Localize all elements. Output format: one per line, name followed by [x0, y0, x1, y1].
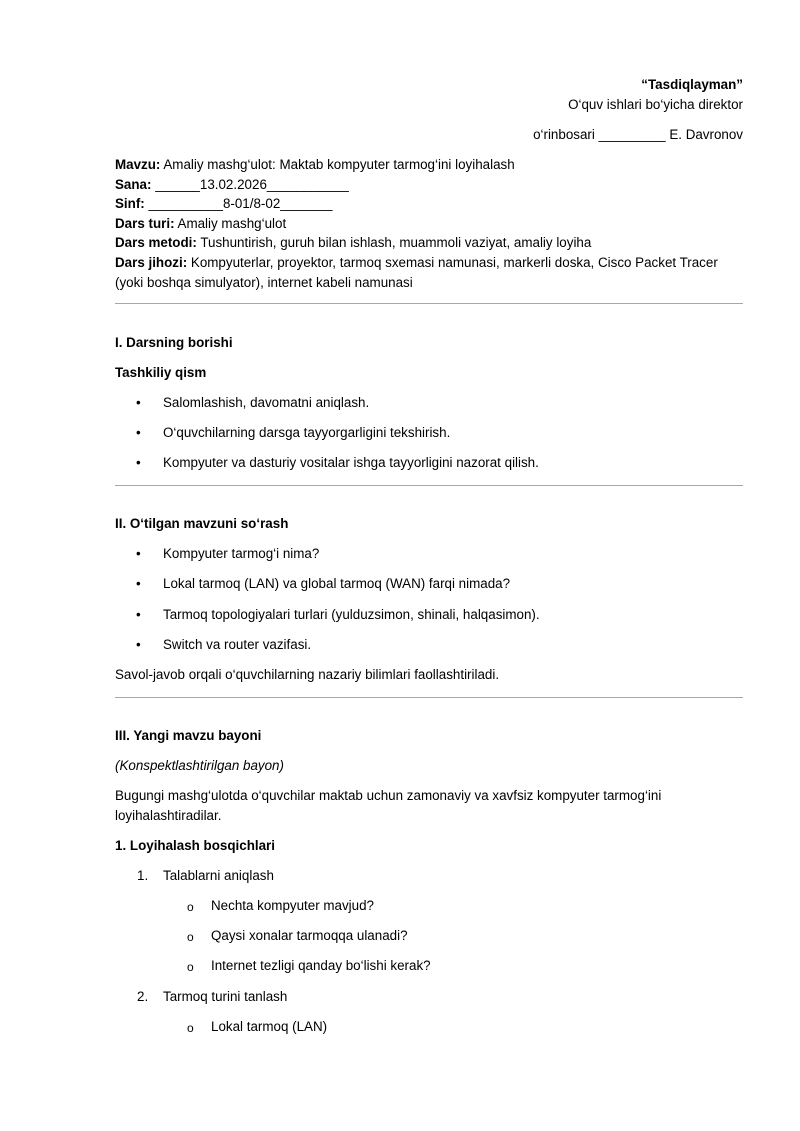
- bullet-icon: •: [136, 455, 141, 470]
- divider: [115, 697, 743, 698]
- sub-item: Qaysi xonalar tarmoqqa ulanadi?: [211, 928, 408, 943]
- sub-item: Internet tezligi qanday bo‘lishi kerak?: [211, 958, 431, 973]
- mavzu-label: Mavzu:: [115, 157, 161, 172]
- list-number: 2.: [137, 989, 149, 1004]
- bullet-icon: •: [136, 395, 141, 410]
- approval-signature: o‘rinbosari _________ E. Davronov: [533, 127, 743, 142]
- section-1-subtitle: Tashkiliy qism: [115, 365, 207, 380]
- section-3-note: (Konspektlashtirilgan bayon): [115, 758, 284, 773]
- divider: [115, 485, 743, 486]
- turi-label: Dars turi:: [115, 216, 175, 231]
- circle-bullet-icon: o: [187, 960, 194, 974]
- meta-sana: [115, 177, 349, 193]
- circle-bullet-icon: o: [187, 930, 194, 944]
- meta-sinf: [115, 196, 332, 212]
- section-1-title: I. Darsning borishi: [115, 335, 233, 350]
- step-item: Tarmoq turini tanlash: [163, 989, 288, 1004]
- bullet-icon: •: [136, 637, 141, 652]
- section-2-title: II. O‘tilgan mavzuni so‘rash: [115, 516, 289, 531]
- metodi-label: Dars metodi:: [115, 235, 197, 250]
- bullet-icon: •: [136, 425, 141, 440]
- meta-dars-jihozi: [115, 253, 745, 292]
- list-item: Switch va router vazifasi.: [163, 637, 312, 652]
- meta-mavzu: [115, 157, 515, 173]
- approval-title: “Tasdiqlayman”: [641, 77, 743, 92]
- list-item: Lokal tarmoq (LAN) va global tarmoq (WAN) farqi nimada?: [163, 576, 511, 591]
- section-3-title: III. Yangi mavzu bayoni: [115, 728, 262, 743]
- sinf-label: Sinf:: [115, 196, 145, 211]
- bullet-icon: •: [136, 546, 141, 561]
- sana-value: ______13.02.2026___________: [151, 177, 349, 192]
- list-item: Kompyuter tarmog‘i nima?: [163, 546, 320, 561]
- meta-dars-metodi: [115, 235, 591, 251]
- sub-item: Nechta kompyuter mavjud?: [211, 898, 374, 913]
- list-item: Tarmoq topologiyalari turlari (yulduzsimon, shinali, halqasimon).: [163, 607, 540, 622]
- turi-value: Amaliy mashg‘ulot: [174, 216, 287, 231]
- list-item: O‘quvchilarning darsga tayyorgarligini tekshirish.: [163, 425, 451, 440]
- step-item: Talablarni aniqlash: [163, 868, 274, 883]
- jihozi-label: Dars jihozi:: [115, 255, 188, 270]
- section-3-intro: Bugungi mashg‘ulotda o‘quvchilar maktab uchun zamonaviy va xavfsiz kompyuter tarmog‘ini loyihalashtiradilar.: [115, 788, 662, 823]
- jihozi-value: Kompyuterlar, proyektor, tarmoq sxemasi namunasi, markerli doska, Cisco Packet Tracer (yoki boshqa simulyator), internet kabeli namunasi: [115, 255, 718, 290]
- approval-position: O‘quv ishlari bo‘yicha direktor: [568, 97, 743, 112]
- section-2-summary: Savol-javob orqali o‘quvchilarning nazariy bilimlari faollashtiriladi.: [115, 667, 500, 682]
- bullet-icon: •: [136, 607, 141, 622]
- sana-label: Sana:: [115, 177, 152, 192]
- bullet-icon: •: [136, 576, 141, 591]
- circle-bullet-icon: o: [187, 900, 194, 914]
- list-item: Salomlashish, davomatni aniqlash.: [163, 395, 370, 410]
- mavzu-value: Amaliy mashg‘ulot: Maktab kompyuter tarmog‘ini loyihalash: [160, 157, 515, 172]
- sinf-value: __________8-01/8-02_______: [144, 196, 333, 211]
- sub-item: Lokal tarmoq (LAN): [211, 1019, 328, 1034]
- divider: [115, 303, 743, 304]
- metodi-value: Tushuntirish, guruh bilan ishlash, muammoli vaziyat, amaliy loyiha: [196, 235, 592, 250]
- list-number: 1.: [137, 868, 149, 883]
- list-item: Kompyuter va dasturiy vositalar ishga tayyorligini nazorat qilish.: [163, 455, 539, 470]
- section-3-subtitle: 1. Loyihalash bosqichlari: [115, 838, 275, 853]
- circle-bullet-icon: o: [187, 1021, 194, 1035]
- meta-dars-turi: [115, 216, 286, 232]
